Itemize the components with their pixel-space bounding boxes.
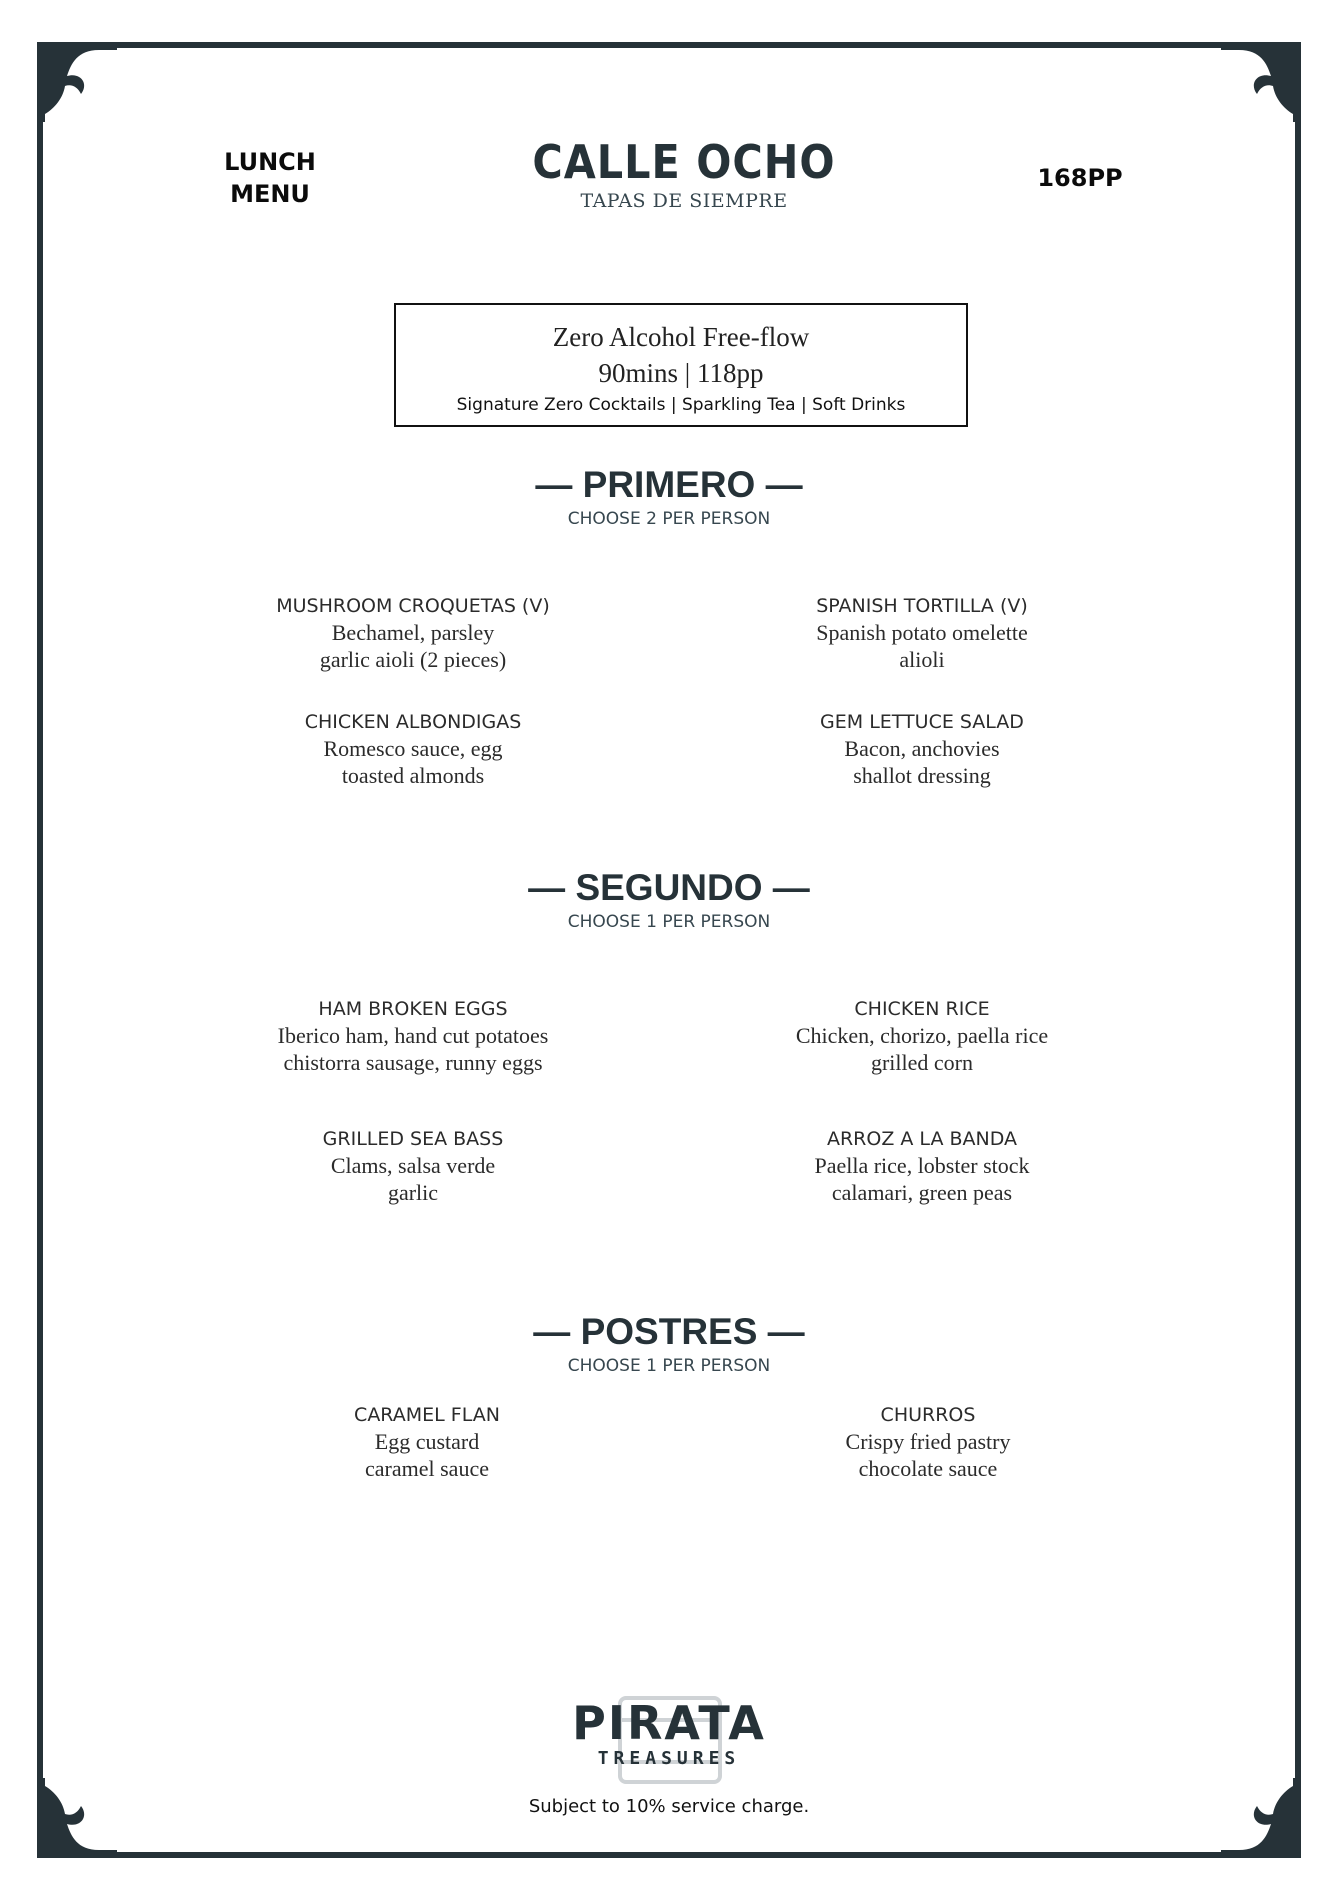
dish-item — [203, 709, 623, 789]
dish-name: MUSHROOM CROQUETAS (V) — [276, 595, 550, 617]
dish-item — [217, 1402, 637, 1482]
fleur-corner-ornament — [1221, 1778, 1301, 1858]
section-segundo-header — [469, 866, 869, 932]
dish-item — [203, 593, 623, 673]
dish-description: Bechamel, parsley — [331, 620, 495, 645]
dish-item — [712, 996, 1132, 1076]
menu-price: 168PP — [1037, 164, 1123, 192]
dish-description: garlic aioli (2 pieces) — [319, 647, 507, 672]
drinks-offer-price: 90mins | 118pp — [598, 358, 764, 388]
logo-subtext: TREASURES — [597, 1748, 741, 1769]
section-primero-header — [469, 463, 869, 529]
section-title: — SEGUNDO — — [528, 867, 810, 908]
service-charge-note: Subject to 10% service charge. — [528, 1796, 810, 1817]
menu-type-line2: MENU — [230, 180, 310, 208]
dish-description: grilled corn — [870, 1050, 974, 1075]
dish-description: toasted almonds — [341, 763, 485, 788]
fleur-corner-ornament — [37, 1778, 117, 1858]
dish-name: GRILLED SEA BASS — [322, 1128, 504, 1150]
dish-description: Clams, salsa verde — [330, 1153, 496, 1178]
section-title: — PRIMERO — — [535, 464, 803, 505]
drinks-offer-box — [394, 303, 968, 427]
dish-item — [712, 1126, 1132, 1206]
dish-description: chocolate sauce — [858, 1456, 998, 1481]
restaurant-name: CALLE OCHO — [532, 135, 836, 189]
drinks-offer-title: Zero Alcohol Free-flow — [552, 322, 810, 352]
section-title: — POSTRES — — [533, 1311, 805, 1352]
dish-description: Romesco sauce, egg — [323, 736, 503, 761]
section-subtitle: CHOOSE 1 PER PERSON — [567, 912, 771, 932]
dish-name: CHICKEN ALBONDIGAS — [304, 711, 522, 733]
section-subtitle: CHOOSE 1 PER PERSON — [567, 1356, 771, 1376]
dish-description: garlic — [387, 1180, 439, 1205]
dish-name: HAM BROKEN EGGS — [318, 998, 508, 1020]
dish-item — [203, 1126, 623, 1206]
dish-name: CHURROS — [880, 1404, 976, 1426]
section-subtitle: CHOOSE 2 PER PERSON — [567, 509, 771, 529]
dish-description: Crispy fried pastry — [845, 1429, 1011, 1454]
menu-type-label — [200, 146, 340, 210]
fleur-corner-ornament — [37, 42, 117, 122]
dish-item — [712, 593, 1132, 673]
dish-description: calamari, green peas — [831, 1180, 1013, 1205]
dish-name: ARROZ A LA BANDA — [826, 1128, 1018, 1150]
logo-text: PIRATA — [572, 1696, 766, 1750]
dish-name: CHICKEN RICE — [854, 998, 990, 1020]
restaurant-brand — [469, 136, 899, 212]
dish-description: Iberico ham, hand cut potatoes — [277, 1023, 549, 1048]
dish-description: chistorra sausage, runny eggs — [283, 1050, 543, 1075]
fleur-corner-ornament — [1221, 42, 1301, 122]
dish-description: Spanish potato omelette — [816, 620, 1028, 645]
dish-name: SPANISH TORTILLA (V) — [816, 595, 1028, 617]
dish-description: Egg custard — [374, 1429, 480, 1454]
menu-type-line1: LUNCH — [224, 148, 316, 176]
dish-description: alioli — [899, 647, 945, 672]
pirata-treasures-logo — [560, 1690, 778, 1786]
dish-item — [718, 1402, 1138, 1482]
dish-description: caramel sauce — [365, 1456, 489, 1481]
dish-description: Paella rice, lobster stock — [814, 1153, 1030, 1178]
dish-description: Chicken, chorizo, paella rice — [795, 1023, 1049, 1048]
section-postres-header — [469, 1310, 869, 1376]
dish-item — [203, 996, 623, 1076]
dish-description: shallot dressing — [853, 763, 991, 788]
dish-name: GEM LETTUCE SALAD — [820, 711, 1024, 733]
drinks-offer-items: Signature Zero Cocktails | Sparkling Tea | Soft Drinks — [456, 395, 906, 415]
dish-name: CARAMEL FLAN — [354, 1404, 500, 1426]
dish-item — [712, 709, 1132, 789]
restaurant-tagline: TAPAS DE SIEMPRE — [580, 190, 788, 212]
dish-description: Bacon, anchovies — [844, 736, 1000, 761]
